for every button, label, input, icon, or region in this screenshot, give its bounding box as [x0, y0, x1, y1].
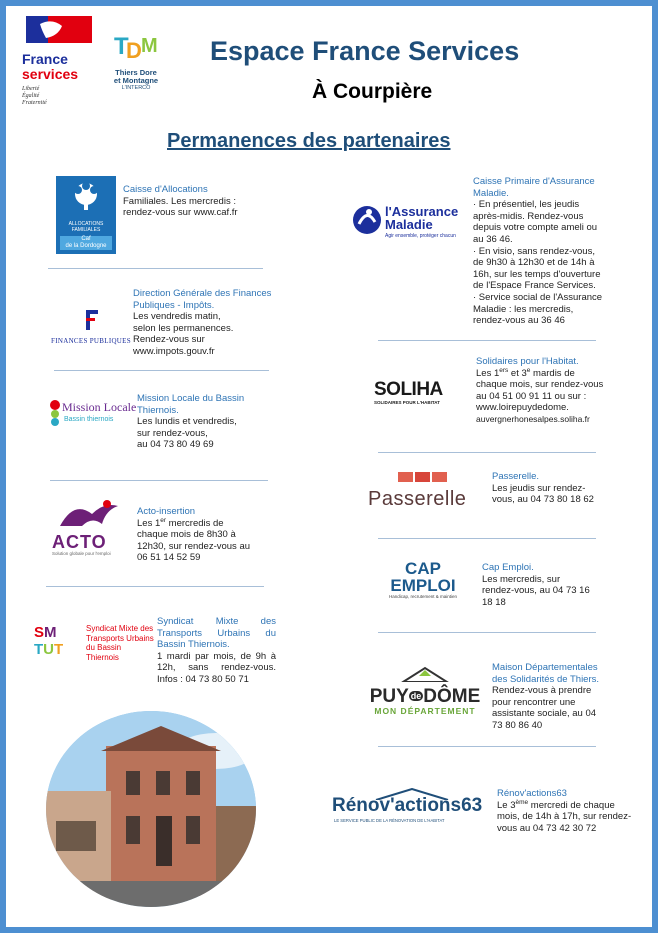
soliha-body-sup2: e	[526, 366, 531, 374]
mission-locale-body1: Les lundis et vendredis, sur rendez-vous,	[137, 416, 237, 439]
separator-left-1	[48, 268, 263, 269]
passerelle-logo	[368, 470, 480, 510]
acto-block	[137, 506, 252, 564]
soliha-body-c: mardis de chaque mois, sur rendez-vous au 04 51 00 91 11 ou sur : www.loirepuydedome.	[476, 367, 604, 414]
dgfip-title: Direction Générale des Finances Publiques - Impôts.	[133, 288, 272, 311]
renovactions-body-a: Le 3	[497, 799, 516, 811]
caf-body: Familiales. Les mercredis : rendez-vous sur www.caf.fr	[123, 195, 238, 219]
smtut-block	[157, 616, 276, 686]
smtut-letters-logo: SM TUT	[34, 624, 64, 658]
mission-locale-logo	[48, 396, 137, 434]
svg-text:M: M	[141, 35, 158, 57]
marianne-f-icon	[80, 308, 102, 332]
soliha-logo-text: SOLIHA	[374, 379, 443, 400]
caf-title: Caisse d'Allocations	[123, 184, 208, 195]
soliha-logo-sub: SOLIDAIRES POUR L'HABITAT	[374, 400, 440, 405]
tdm-line1: Thiers Dore	[115, 68, 157, 77]
motto-egalite: Égalité	[22, 93, 40, 99]
cpam-body2: · En visio, sans rendez-vous, de 9h30 à 12h30 et de 14h à 16h, sur les temps d'ouverture de l'Espace France Services.	[473, 245, 601, 292]
acto-logo-sub: Solution globale pour l'emploi	[52, 551, 111, 556]
cap-emploi-logo-line1: CAP	[405, 559, 441, 578]
france-services-logo	[22, 16, 102, 111]
renovactions-logo-sub: LE SERVICE PUBLIC DE LA RÉNOVATION DE L'HABITAT	[334, 818, 445, 823]
motto-liberte: Liberté	[22, 86, 40, 92]
soliha-block	[476, 356, 608, 426]
cpam-body1: · En présentiel, les jeudis après-midis. Rendez-vous depuis votre compte ameli ou au 36 46.	[473, 199, 598, 245]
page	[6, 6, 652, 927]
passerelle-body: Les jeudis sur rendez-vous, au 04 73 80 18 62	[492, 482, 594, 506]
puy-de-dome-logo	[362, 666, 488, 717]
soliha-title: Solidaires pour l'Habitat.	[476, 356, 579, 367]
tdm-line2: et Montagne	[113, 76, 159, 85]
motto-fraternite: Fraternité	[22, 100, 47, 106]
cpam-block	[473, 176, 605, 327]
cap-emploi-logo-line2: EMPLOI	[390, 576, 456, 595]
caf-block	[123, 184, 258, 219]
separator-left-3	[50, 480, 268, 481]
acto-body-a: Les 1	[137, 517, 161, 529]
tdm-letters-icon	[111, 24, 161, 64]
section-title: Permanences des partenaires	[167, 130, 451, 152]
building-photo	[46, 711, 256, 907]
cap-emploi-logo-sub: Handicap, recrutement & maintien	[388, 594, 458, 599]
tdm-logo	[105, 24, 167, 104]
soliha-logo	[374, 380, 456, 410]
cpam-logo	[349, 202, 467, 242]
mountain-icon	[395, 666, 455, 682]
puy-de-dome-logo-a: PUY	[369, 686, 409, 707]
caf-tree-icon	[56, 176, 116, 216]
passerelle-block	[492, 471, 608, 506]
mission-locale-title: Mission Locale du Bassin Thiernois.	[137, 393, 245, 416]
cpam-logo-tagline: Agir ensemble, protéger chacun	[385, 233, 456, 239]
smtut-body: 1 mardi par mois, de 9h à 12h, sans rendez-vous. Infos : 04 73 80 50 71	[157, 650, 276, 685]
puy-de-dome-logo-c: DÔME	[423, 686, 481, 707]
mission-locale-block	[137, 393, 247, 451]
renovactions-logo	[332, 788, 490, 828]
cap-emploi-block	[482, 562, 594, 608]
puy-de-dome-logo-b: de	[410, 691, 422, 702]
renovactions-logo-text: Rénov'actions63	[332, 795, 483, 816]
acto-title: Acto-insertion	[137, 506, 196, 517]
separator-right-2	[378, 452, 596, 453]
france-services-line2: services	[22, 66, 79, 82]
cpam-title: Caisse Primaire d'Assurance Maladie.	[473, 176, 595, 199]
soliha-body-b: et 3	[508, 367, 527, 379]
soliha-body-a: Les 1	[476, 367, 500, 379]
separator-right-3	[378, 538, 596, 539]
caf-logo-sub1: Caf	[81, 236, 91, 242]
separator-right-1	[378, 340, 596, 341]
cap-emploi-logo	[380, 560, 466, 602]
caf-logo-text: ALLOCATIONS FAMILIALES	[68, 221, 104, 233]
separator-right-4	[378, 632, 596, 633]
smtut-title: Syndicat Mixte des Transports Urbains du Bassin Thiernois.	[157, 616, 276, 651]
passerelle-logo-text: Passerelle	[368, 488, 467, 510]
renovactions-body-b: mercredi de chaque mois, de 14h à 17h, sur rendez-vous au 04 73 42 30 72	[497, 799, 632, 834]
mission-locale-logo-text: Mission Locale	[62, 400, 137, 414]
france-services-line1: France	[22, 51, 68, 67]
passerelle-title: Passerelle.	[492, 471, 539, 482]
cpam-logo-text1: l'Assurance	[385, 204, 459, 219]
renovactions-title: Rénov'actions63	[497, 788, 567, 799]
mission-locale-logo-sub: Bassin thiernois	[64, 416, 114, 423]
puy-de-dome-logo-sub: MON DÉPARTEMENT	[374, 706, 476, 717]
acto-logo	[52, 498, 127, 556]
svg-text:T: T	[114, 33, 129, 60]
cpam-body3: · Service social de l'Assurance Maladie : les mercredis, rendez-vous au 36 46	[473, 291, 603, 327]
soliha-body-sup1: ers	[499, 366, 509, 374]
dgfip-block	[133, 288, 281, 358]
cap-emploi-title: Cap Emploi.	[482, 562, 534, 573]
cap-emploi-body: Les mercredis, sur rendez-vous, au 04 73 16 18 18	[482, 573, 590, 608]
separator-right-5	[378, 746, 596, 747]
acto-body-b: mercredis de chaque mois de 8h30 à 12h30, sur rendez-vous au 06 51 14 52 59	[137, 517, 251, 564]
marianne-flag-icon	[22, 16, 102, 44]
cpam-figure-icon	[349, 202, 385, 238]
tdm-line3: L'INTERCO	[121, 85, 151, 91]
page-subtitle: À Courpière	[312, 80, 433, 103]
mds-body: Rendez-vous à prendre pour rencontrer une assistante sociale, au 04 73 80 86 40	[492, 685, 597, 731]
mds-title: Maison Départementales des Solidarités de Thiers.	[492, 662, 600, 685]
caf-logo-sub2: de la Dordogne	[65, 243, 107, 249]
page-title: Espace France Services	[210, 36, 520, 66]
mission-locale-body2: au 04 73 80 49 69	[137, 439, 214, 451]
dgfip-logo	[51, 308, 131, 348]
building-image	[46, 711, 256, 907]
passerelle-bridge-icon	[368, 470, 480, 484]
separator-left-4	[46, 586, 264, 587]
cpam-logo-text2: Maladie	[385, 217, 433, 232]
mds-block	[492, 662, 608, 732]
acto-logo-text: ACTO	[52, 532, 107, 552]
caf-logo	[56, 176, 116, 254]
acto-body-sup: er	[160, 516, 167, 524]
renovactions-block	[497, 788, 637, 834]
smtut-logo-text: Syndicat Mixte des Transports Urbains du Bassin Thiernois	[86, 624, 154, 662]
renovactions-body-sup: ème	[515, 798, 529, 806]
acto-figure-icon	[52, 498, 127, 528]
mission-locale-swirl-icon	[48, 398, 62, 428]
dgfip-logo-text: FINANCES PUBLIQUES	[51, 337, 131, 345]
svg-text:D: D	[126, 38, 142, 63]
soliha-body-d: auvergnerhonesalpes.soliha.fr	[476, 413, 590, 424]
dgfip-body: Les vendredis matin, selon les permanences. Rendez-vous sur www.impots.gouv.fr	[133, 311, 234, 357]
separator-left-2	[54, 370, 269, 371]
